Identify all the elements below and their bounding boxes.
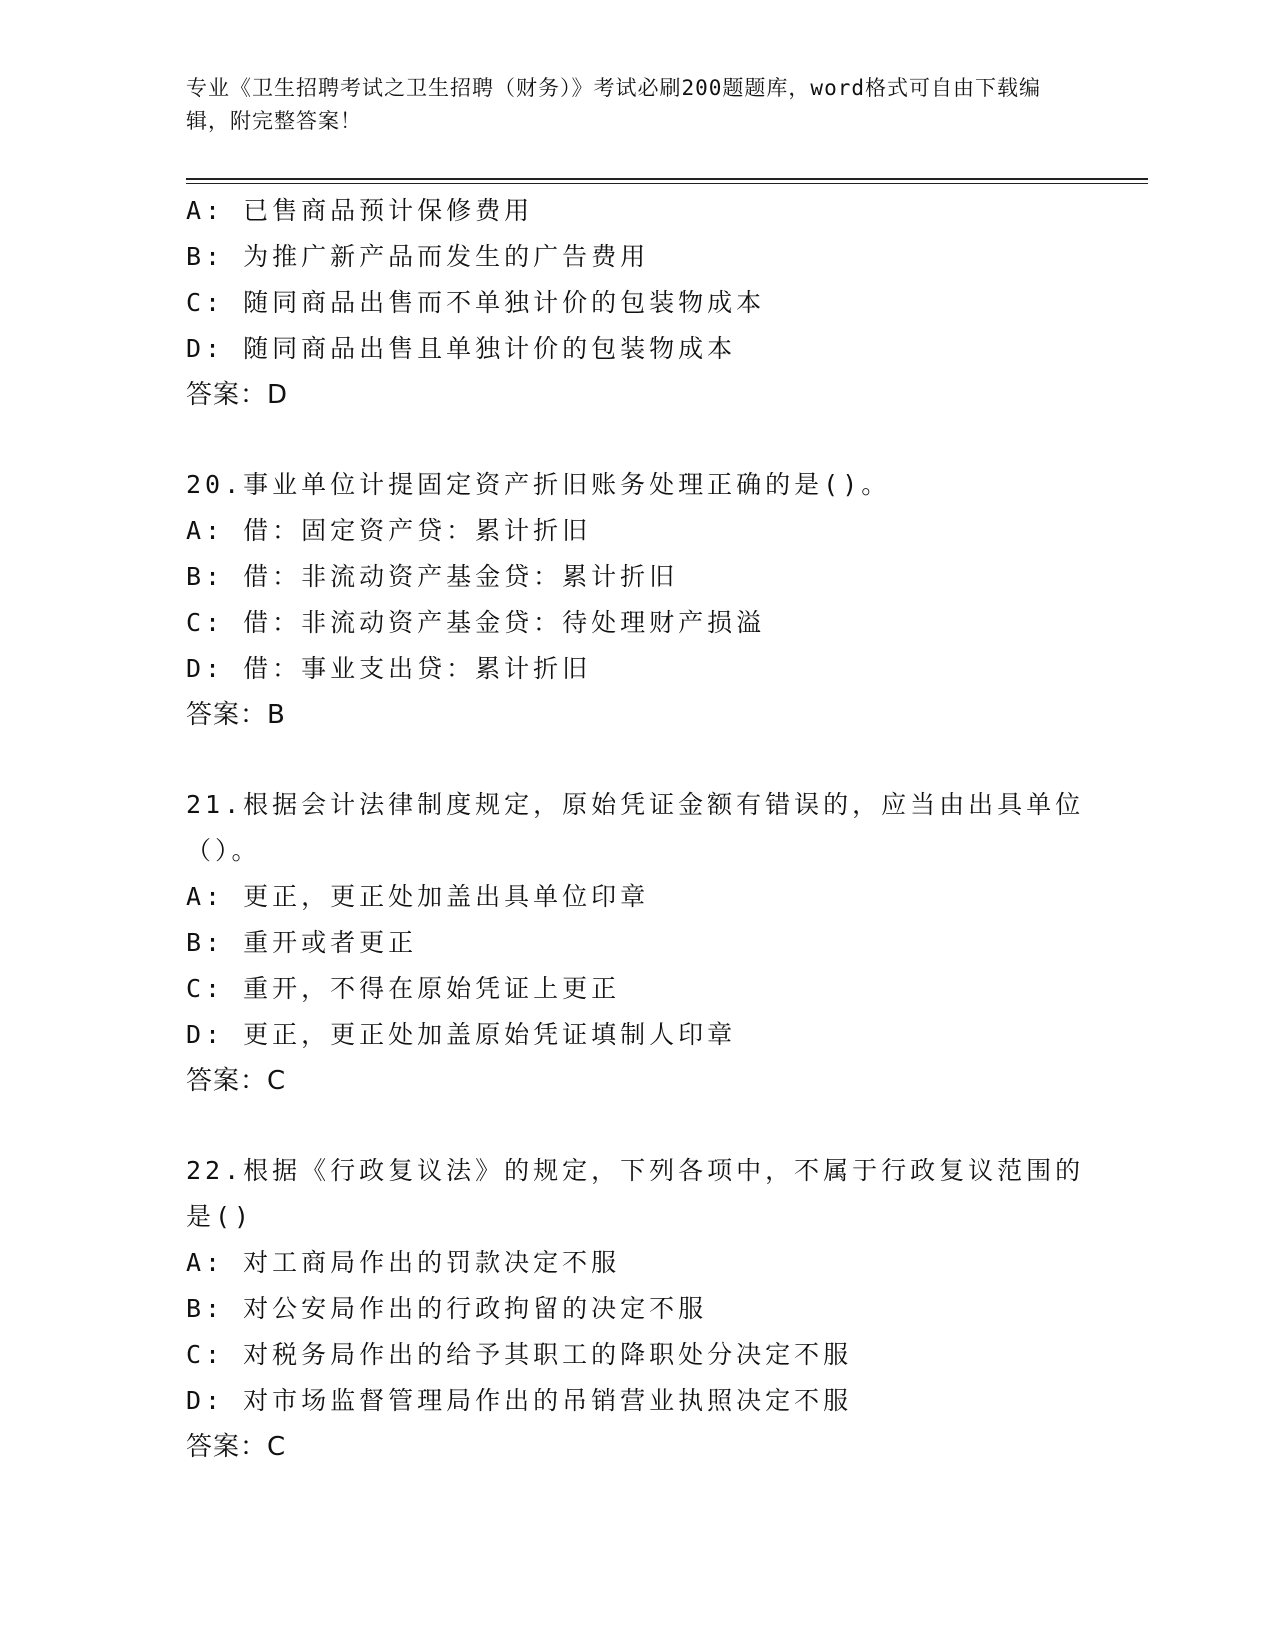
option-a: A: 借：固定资产贷：累计折旧: [186, 516, 592, 545]
option-a: A: 更正，更正处加盖出具单位印章: [186, 882, 650, 911]
option-c: C: 借：非流动资产基金贷：待处理财产损溢: [186, 608, 766, 637]
header-divider-thin: [186, 183, 1148, 184]
option-d: D: 对市场监督管理局作出的吊销营业执照决定不服: [186, 1386, 853, 1415]
option-b: B: 借：非流动资产基金贷：累计折旧: [186, 562, 679, 591]
question-20: [186, 462, 1086, 738]
answer-line: 答案：B: [186, 700, 286, 730]
question-stem: 20.事业单位计提固定资产折旧账务处理正确的是()。: [186, 470, 891, 499]
question-fragment: [186, 188, 1086, 418]
question-stem-continued: 是(): [186, 1202, 254, 1231]
option-b: B: 对公安局作出的行政拘留的决定不服: [186, 1294, 708, 1323]
option-c: C: 重开，不得在原始凭证上更正: [186, 974, 621, 1003]
question-stem: 21.根据会计法律制度规定，原始凭证金额有错误的，应当由出具单位: [186, 790, 1085, 819]
header-divider: [186, 178, 1148, 180]
option-c: C: 随同商品出售而不单独计价的包装物成本: [186, 288, 766, 317]
option-d: D: 随同商品出售且单独计价的包装物成本: [186, 334, 737, 363]
option-d: D: 更正，更正处加盖原始凭证填制人印章: [186, 1020, 737, 1049]
option-b: B: 为推广新产品而发生的广告费用: [186, 242, 650, 271]
page-header: 专业《卫生招聘考试之卫生招聘（财务）》考试必刷200题题库，word格式可自由下载编辑，附完整答案！: [186, 76, 1041, 133]
answer-line: 答案：C: [186, 1432, 287, 1462]
option-a: A: 已售商品预计保修费用: [186, 196, 534, 225]
question-stem-continued: （）。: [186, 836, 261, 865]
question-stem: 22.根据《行政复议法》的规定，下列各项中，不属于行政复议范围的: [186, 1156, 1085, 1185]
question-22: [186, 1148, 1086, 1470]
question-21: [186, 782, 1086, 1104]
option-c: C: 对税务局作出的给予其职工的降职处分决定不服: [186, 1340, 853, 1369]
option-b: B: 重开或者更正: [186, 928, 418, 957]
option-d: D: 借：事业支出贷：累计折旧: [186, 654, 592, 683]
answer-line: 答案：D: [186, 380, 289, 410]
answer-line: 答案：C: [186, 1066, 287, 1096]
question-list: [186, 188, 1086, 1470]
option-a: A: 对工商局作出的罚款决定不服: [186, 1248, 621, 1277]
